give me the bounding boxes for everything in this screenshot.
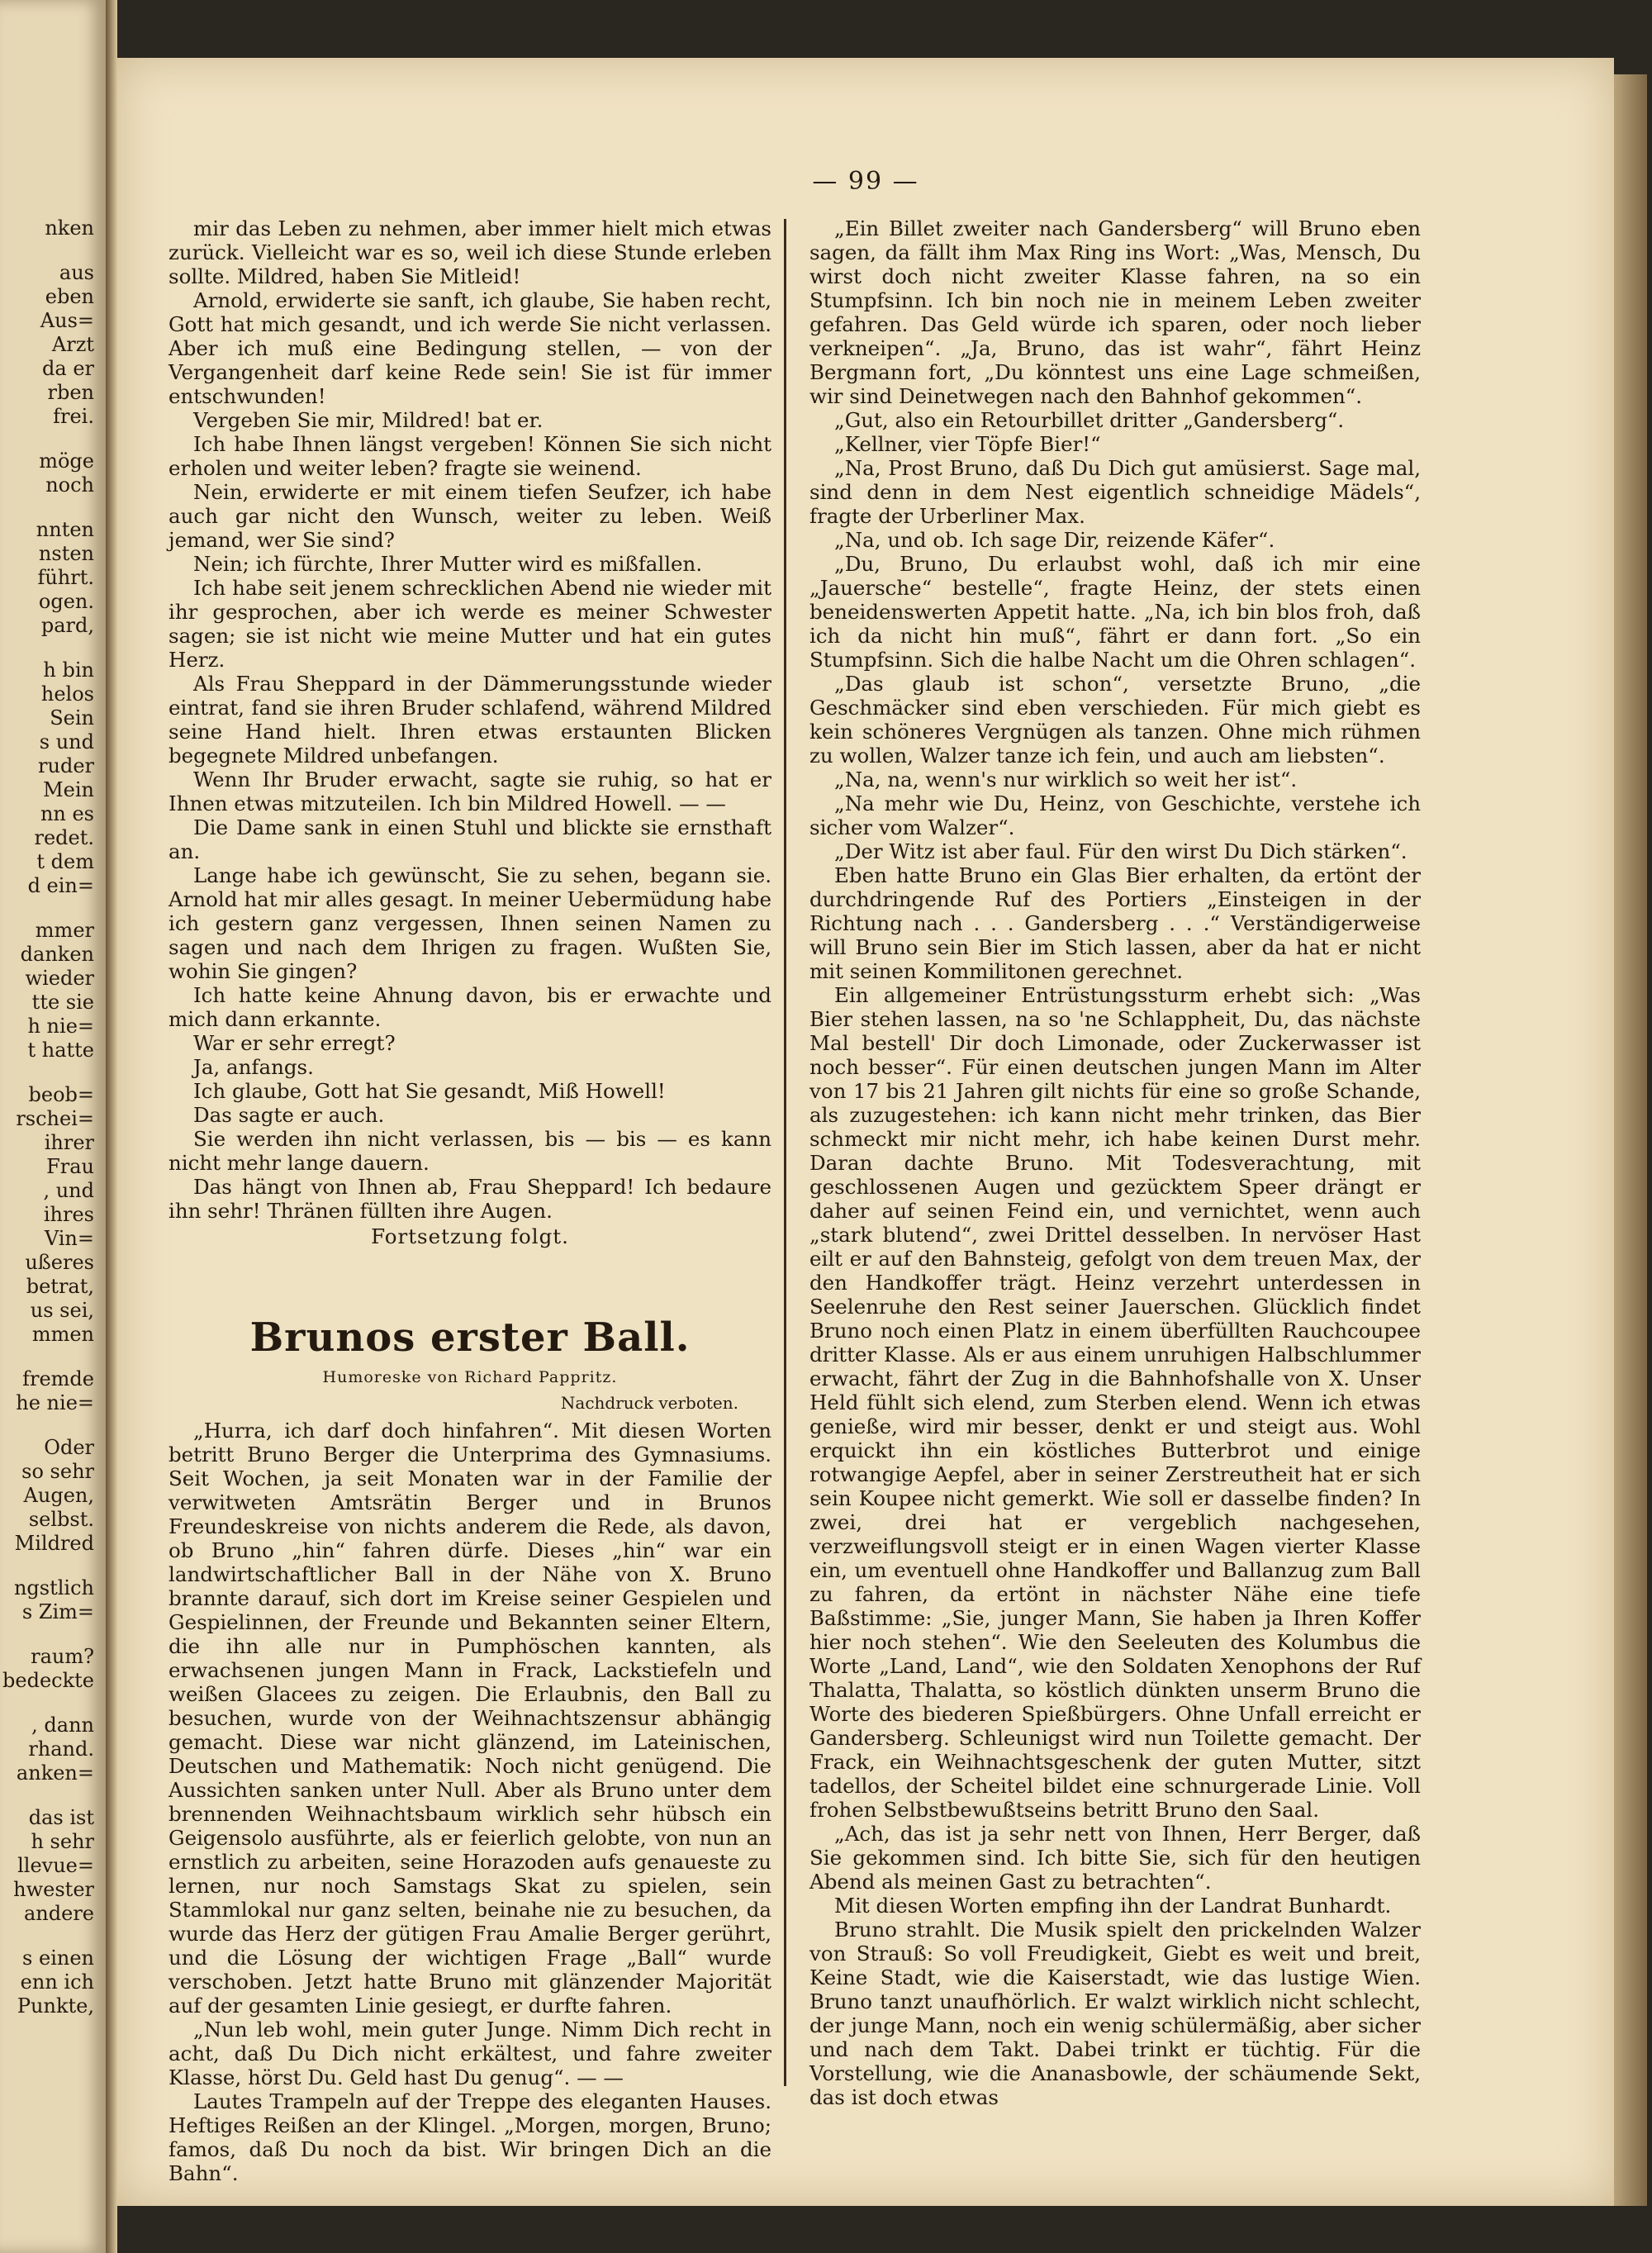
- paragraph: „Hurra, ich darf doch hinfahren“. Mit diesen Worten betritt Bruno Berger die Unterprima des Gymnasiums. Seit Wochen, ja seit Monaten war in der Familie der verwitweten Amtsrätin Berger und in Brunos Freundeskreise von nichts anderem die Rede, als davon, ob Bruno „hin“ fahren dürfe. Dieses „hin“ war ein landwirtschaftlicher Ball in der Nähe von X. Bruno brannte darauf, sich dort im Kreise seiner Gespielen und Gespielinnen, der Freunde und Bekannten seiner Eltern, die ihn alle nur in Pumphöschen kannten, als erwachsenen jungen Mann in Frack, Lackstiefeln und weißen Glacees zu zeigen. Die Erlaubnis, den Ball zu besuchen, wurde von der Weihnachtszensur abhängig gemacht. Diese war nicht glänzend, im Lateinischen, Deutschen und Mathematik: Noch nicht genügend. Die Aussichten sanken unter Null. Aber als Bruno unter dem brennenden Weihnachtsbaum wirklich sehr hübsch ein Geigensolo ausführte, als er feierlich gelobte, von nun an ernstlich zu arbeiten, seine Horazoden aufs genaueste zu lernen, nur noch Samstags Skat zu spielen, sein Stammlokal nur ganz selten, beinahe nie zu besuchen, da wurde das Herz der gütigen Frau Amalie Berger gerührt, und die Lösung der wichtigen Frage „Ball“ wurde verschoben. Jetzt hatte Bruno mit glänzender Majorität auf der gesamten Linie gesiegt, er durfte fahren.: [169, 1419, 771, 2018]
- previous-page-fragment: aus: [59, 261, 94, 284]
- previous-page-fragment: nsten: [38, 542, 94, 565]
- paragraph: Eben hatte Bruno ein Glas Bier erhalten, da ertönt der durchdringende Ruf des Portiers „Einsteigen in der Richtung nach . . . Gandersberg . . .“ Verständigerweise will Bruno sein Bier im Stich lassen, aber da hat er nicht mit seinen Kommilitonen gerechnet.: [809, 863, 1421, 983]
- previous-page-fragment: rschei=: [16, 1107, 94, 1130]
- previous-page-fragment: us sei,: [30, 1299, 94, 1322]
- paragraph: „Du, Bruno, Du erlaubst wohl, daß ich mir eine „Jauersche“ bestelle“, fragte Heinz, der stets einen beneidenswerten Appetit hatte. „Na, ich bin blos froh, daß ich da nicht hin muß“, fährt er dann fort. „So ein Stumpfsinn. Sich die halbe Nacht um die Ohren schlagen“.: [809, 552, 1421, 672]
- previous-page-fragment: [0, 1624, 94, 1645]
- previous-page-fragment: [0, 898, 94, 919]
- previous-page-fragment: ihres: [43, 1203, 94, 1226]
- left-column: [169, 216, 771, 2185]
- paragraph: „Der Witz ist aber faul. Für den wirst Du Dich stärken“.: [834, 839, 1408, 863]
- previous-page-fragment: [0, 1693, 94, 1714]
- previous-page-fragment: Mein: [43, 778, 94, 801]
- previous-page-fragment: andere: [23, 1902, 94, 1925]
- previous-page-fragment: rben: [47, 381, 94, 404]
- previous-page-fragment: [0, 1785, 94, 1806]
- page-stack-edge: [1614, 74, 1647, 2206]
- previous-page-fragment: beob=: [28, 1083, 94, 1106]
- previous-page-fragment: wieder: [25, 967, 94, 990]
- previous-page-fragment: llevue=: [17, 1854, 94, 1877]
- previous-page-fragment: nn es: [40, 802, 94, 825]
- previous-page-fragment: hwester: [13, 1878, 94, 1901]
- previous-page-fragment: [0, 497, 94, 518]
- previous-page-fragment: [0, 1347, 94, 1367]
- previous-page-fragment: , und: [43, 1179, 94, 1202]
- previous-page-fragment: nnten: [36, 518, 94, 541]
- paragraph: Das sagte er auch.: [193, 1103, 385, 1127]
- paragraph: Sie werden ihn nicht verlassen, bis — bis — es kann nicht mehr lange dauern.: [169, 1127, 771, 1175]
- previous-page-fragment: enn ich: [20, 1970, 94, 1994]
- previous-page-fragment: Aus=: [40, 309, 94, 332]
- paragraph: Mit diesen Worten empfing ihn der Landrat Bunhardt.: [834, 1894, 1392, 1918]
- previous-page-fragment: [0, 429, 94, 449]
- previous-page-fragment: h bin: [43, 658, 94, 682]
- paragraph: „Na, und ob. Ich sage Dir, reizende Käfer“.: [834, 528, 1275, 552]
- previous-page-fragment: ruder: [38, 754, 94, 777]
- previous-page-fragment: so sehr: [21, 1460, 94, 1483]
- previous-page-fragment: möge: [39, 449, 94, 473]
- previous-page-fragment: frei.: [53, 405, 94, 428]
- book-gutter: [106, 0, 117, 2253]
- previous-page-fragment: [0, 638, 94, 658]
- previous-page-fragment: h nie=: [27, 1015, 94, 1038]
- previous-page-fragment: Frau: [46, 1155, 94, 1178]
- previous-page-fragment: selbst.: [28, 1508, 94, 1531]
- paragraph: Ich habe Ihnen längst vergeben! Können Sie sich nicht erholen und weiter leben? fragte sie weinend.: [169, 432, 771, 480]
- paragraph: Ich glaube, Gott hat Sie gesandt, Miß Howell!: [193, 1079, 666, 1103]
- previous-page-fragment: Sein: [50, 706, 94, 730]
- previous-page-fragment: das ist: [28, 1806, 94, 1829]
- previous-page-fragment: s Zim=: [21, 1600, 94, 1623]
- previous-page-fragment: Arzt: [51, 333, 94, 356]
- previous-page-fragment: anken=: [16, 1761, 94, 1785]
- previous-page-fragment: ußeres: [25, 1251, 94, 1274]
- previous-page-fragment: führt.: [37, 566, 94, 589]
- paragraph: Arnold, erwiderte sie sanft, ich glaube, Sie haben recht, Gott hat mich gesandt, und ich werde Sie nicht verlassen. Aber ich muß eine Bedingung stellen, — von der Vergangenheit darf keine Rede sein! Sie ist für immer entschwunden!: [169, 288, 771, 408]
- right-column-paragraphs: [809, 216, 1421, 2109]
- previous-page-fragment: [0, 1415, 94, 1436]
- previous-page-fragment: s und: [39, 730, 94, 753]
- previous-page-fragment: tte sie: [31, 991, 94, 1014]
- paragraph: „Ach, das ist ja sehr nett von Ihnen, Herr Berger, daß Sie gekommen sind. Ich bitte Sie, sich für den heutigen Abend als meinen Gast zu betrachten“.: [809, 1822, 1421, 1894]
- previous-page-fragment: raum?: [31, 1645, 94, 1668]
- previous-page-fragment: helos: [40, 682, 94, 706]
- paragraph: „Na mehr wie Du, Heinz, von Geschichte, verstehe ich sicher vom Walzer“.: [809, 791, 1421, 839]
- previous-page-fragment: Vin=: [44, 1227, 94, 1250]
- right-column: [809, 216, 1421, 2109]
- previous-page-fragment: ngstlich: [13, 1576, 94, 1599]
- paragraph: mir das Leben zu nehmen, aber immer hielt mich etwas zurück. Vielleicht war es so, weil ich diese Stunde erleben sollte. Mildred, haben Sie Mitleid!: [169, 216, 771, 288]
- previous-page-fragment: t dem: [36, 850, 94, 873]
- paragraph: „Kellner, vier Töpfe Bier!“: [834, 432, 1101, 456]
- page-number: — 99 —: [812, 167, 919, 196]
- paragraph: Das hängt von Ihnen ab, Frau Sheppard! Ich bedaure ihn sehr! Thränen füllten ihre Augen.: [169, 1175, 771, 1223]
- previous-page-fragment: mmer: [35, 919, 94, 942]
- previous-page-fragment: Punkte,: [17, 1994, 94, 2018]
- previous-page-fragment: t hatte: [27, 1039, 94, 1062]
- paragraph: Lautes Trampeln auf der Treppe des eleganten Hauses. Heftiges Reißen an der Klingel. „Morgen, morgen, Bruno; famos, daß Du noch da bist. Wir bringen Dich an die Bahn“.: [169, 2089, 771, 2185]
- previous-page-fragment: d ein=: [27, 874, 94, 897]
- continuation-note: Fortsetzung folgt.: [371, 1224, 569, 1248]
- previous-page-fragment: Oder: [44, 1436, 94, 1459]
- paragraph: Ich habe seit jenem schrecklichen Abend nie wieder mit ihr gesprochen, aber ich werde es meiner Schwester sagen; sie ist nicht wie meine Mutter und hat ein gutes Herz.: [169, 576, 771, 672]
- previous-page-fragment: da er: [42, 357, 94, 380]
- rights-note: Nachdruck verboten.: [560, 1393, 738, 1413]
- paragraph: „Nun leb wohl, mein guter Junge. Nimm Dich recht in acht, daß Du Dich nicht erkältest, und fahre zweiter Klasse, hörst Du. Geld hast Du genug“. — —: [169, 2018, 771, 2089]
- previous-page-fragment: s einen: [22, 1946, 94, 1970]
- paragraph: Vergeben Sie mir, Mildred! bat er.: [193, 408, 544, 432]
- left-column-paragraphs: [169, 216, 771, 1223]
- story-title: Brunos erster Ball.: [249, 1314, 691, 1361]
- previous-page-fragment: [0, 240, 94, 261]
- previous-page-fragment: Mildred: [14, 1532, 94, 1555]
- paragraph: „Ein Billet zweiter nach Gandersberg“ will Bruno eben sagen, da fällt ihm Max Ring ins Wort: „Was, Mensch, Du wirst doch nicht zweiter Klasse fahren, na so ein Stumpfsinn. Ich bin noch nie in meinem Leben zweiter gefahren. Das Geld würde ich sparen, oder noch lieber verkneipen“. „Ja, Bruno, das ist wahr“, fährt Heinz Bergmann fort, „Du könntest uns eine Lage schmeißen, wir sind Deinetwegen nach den Bahnhof gekommen“.: [809, 216, 1421, 408]
- paragraph: Lange habe ich gewünscht, Sie zu sehen, begann sie. Arnold hat mir alles gesagt. In meiner Uebermüdung habe ich gestern ganz vergessen, Ihnen seinen Namen zu sagen und nach dem Ihrigen zu fragen. Wußten Sie, wohin Sie gingen?: [169, 863, 771, 983]
- paragraph: Ein allgemeiner Entrüstungssturm erhebt sich: „Was Bier stehen lassen, na so 'ne Schlappheit, Du, das nächste Mal bestell' Dir doch Limonade, oder Zuckerwasser ist noch besser“. Für einen deutschen jungen Mann im Alter von 17 bis 21 Jahren gilt nichts für eine so große Schande, als zuzugestehen: ich kann nicht mehr trinken, das Bier schmeckt mir nicht mehr, ich habe keinen Durst mehr. Daran dachte Bruno. Mit Todesverachtung, mit geschlossenen Augen und gezücktem Speer drängt er daher auf seinen Feind ein, und vernichtet, wenn auch „stark blutend“, zwei Drittel desselben. In nervöser Hast eilt er auf den Bahnsteig, gefolgt von dem treuen Max, der den Handkoffer trägt. Heinz verzehrt unterdessen in Seelenruhe den Rest seiner Jauerschen. Glücklich findet Bruno noch einen Platz in einem überfüllten Rauchcoupee dritter Klasse. Als er aus einem unruhigen Halbschlummer erwacht, fährt der Zug in die Bahnhofshalle von X. Unser Held fühlt sich elend, zum Sterben elend. Wenn ich etwas genieße, wird mir besser, denkt er und steigt aus. Wohl erquickt ihn ein köstliches Butterbrot und einige rotwangige Aepfel, aber in seiner Zerstreutheit hat er sich sein Koupee nicht gemerkt. Wie soll er dasselbe finden? In zwei, drei hat er vergeblich nachgesehen, verzweiflungsvoll steigt er in einen Wagen vierter Klasse ein, um eventuell ohne Handkoffer und Ballanzug zum Ball zu fahren, da ertönt in nächster Nähe eine tiefe Baßstimme: „Sie, junger Mann, Sie haben ja Ihren Koffer hier noch stehen“. Wie den Seeleuten des Kolumbus die Worte „Land, Land“, wie den Soldaten Xenophons der Ruf Thalatta, Thalatta, so köstlich dünkten unserm Bruno die Worte des biederen Spießbürgers. Ohne Unfall erreicht er Gandersberg. Schleunigst wird nun Toilette gemacht. Der Frack, ein Weihnachtsgeschenk der guten Mutter, sitzt tadellos, der Scheitel bildet eine schnurgerade Linie. Voll frohen Selbstbewußtseins betritt Bruno den Saal.: [809, 983, 1421, 1822]
- previous-page-fragment: fremde: [22, 1367, 94, 1390]
- previous-page-fragment: Augen,: [23, 1484, 94, 1507]
- previous-page-fragment: mmen: [31, 1323, 94, 1346]
- previous-page-fragment: [0, 1556, 94, 1576]
- story-opening-paragraphs: [169, 1419, 771, 2185]
- previous-page-fragment: he nie=: [16, 1391, 94, 1414]
- paragraph: Ich hatte keine Ahnung davon, bis er erwachte und mich dann erkannte.: [169, 983, 771, 1031]
- previous-page-fragment: bedeckte: [2, 1669, 94, 1692]
- previous-page-text-fragments: [0, 216, 94, 2018]
- paragraph: Wenn Ihr Bruder erwacht, sagte sie ruhig, so hat er Ihnen etwas mitzuteilen. Ich bin Mildred Howell. — —: [169, 768, 771, 815]
- paragraph: „Na, Prost Bruno, daß Du Dich gut amüsierst. Sage mal, sind denn in dem Nest eigentlich schneidige Mädels“, fragte der Urberliner Max.: [809, 456, 1421, 528]
- newspaper-page: [117, 58, 1614, 2206]
- previous-page-fragment: [0, 1926, 94, 1946]
- paragraph: Die Dame sank in einen Stuhl und blickte sie ernsthaft an.: [169, 815, 771, 863]
- previous-page-fragment: betrat,: [26, 1275, 94, 1298]
- paragraph: War er sehr erregt?: [193, 1031, 396, 1055]
- paragraph: Bruno strahlt. Die Musik spielt den prickelnden Walzer von Strauß: So voll Freudigkeit, Giebt es weit und breit, Keine Stadt, wie die Kaiserstadt, wie das lustige Wien. Bruno tanzt unaufhörlich. Er walzt wirklich nicht schlecht, der junge Mann, noch ein wenig schülermäßig, aber sicher und nach dem Takt. Dabei trinkt er tüchtig. Für die Vorstellung, wie die Ananasbowle, der schäumende Sekt, das ist doch etwas: [809, 1918, 1421, 2109]
- paragraph: Ja, anfangs.: [193, 1055, 314, 1079]
- paragraph: Nein, erwiderte er mit einem tiefen Seufzer, ich habe auch gar nicht den Wunsch, weiter zu leben. Weiß jemand, wer Sie sind?: [169, 480, 771, 552]
- previous-page-fragment: rhand.: [28, 1737, 94, 1761]
- paragraph: Nein; ich fürchte, Ihrer Mutter wird es mißfallen.: [193, 552, 703, 576]
- previous-page-fragment: danken: [20, 943, 94, 966]
- previous-page-fragment: redet.: [34, 826, 94, 849]
- column-divider: [784, 219, 786, 2086]
- previous-page-fragment: pard,: [40, 614, 94, 637]
- previous-page-fragment: noch: [45, 473, 94, 497]
- previous-page-edge: [0, 0, 106, 2253]
- paragraph: „Na, na, wenn's nur wirklich so weit her ist“.: [834, 768, 1298, 791]
- paragraph: Als Frau Sheppard in der Dämmerungsstunde wieder eintrat, fand sie ihren Bruder schlafend, während Mildred seine Hand hielt. Ihren etwas erstaunten Blicken begegnete Mildred unbefangen.: [169, 672, 771, 768]
- previous-page-fragment: eben: [45, 285, 94, 308]
- previous-page-fragment: [0, 1062, 94, 1083]
- previous-page-fragment: ihrer: [44, 1131, 94, 1154]
- previous-page-fragment: h sehr: [31, 1830, 94, 1853]
- story-byline: Humoreske von Richard Pappritz.: [322, 1368, 618, 1386]
- previous-page-fragment: , dann: [31, 1714, 94, 1737]
- previous-page-fragment: nken: [45, 216, 94, 240]
- paragraph: „Das glaub ist schon“, versetzte Bruno, „die Geschmäcker sind eben verschieden. Für mich giebt es kein schöneres Vergnügen als tanzen. Ohne mich rühmen zu wollen, Walzer tanze ich fein, und auch am liebsten“.: [809, 672, 1421, 768]
- paragraph: „Gut, also ein Retourbillet dritter „Gandersberg“.: [834, 408, 1345, 432]
- previous-page-fragment: ogen.: [38, 590, 94, 613]
